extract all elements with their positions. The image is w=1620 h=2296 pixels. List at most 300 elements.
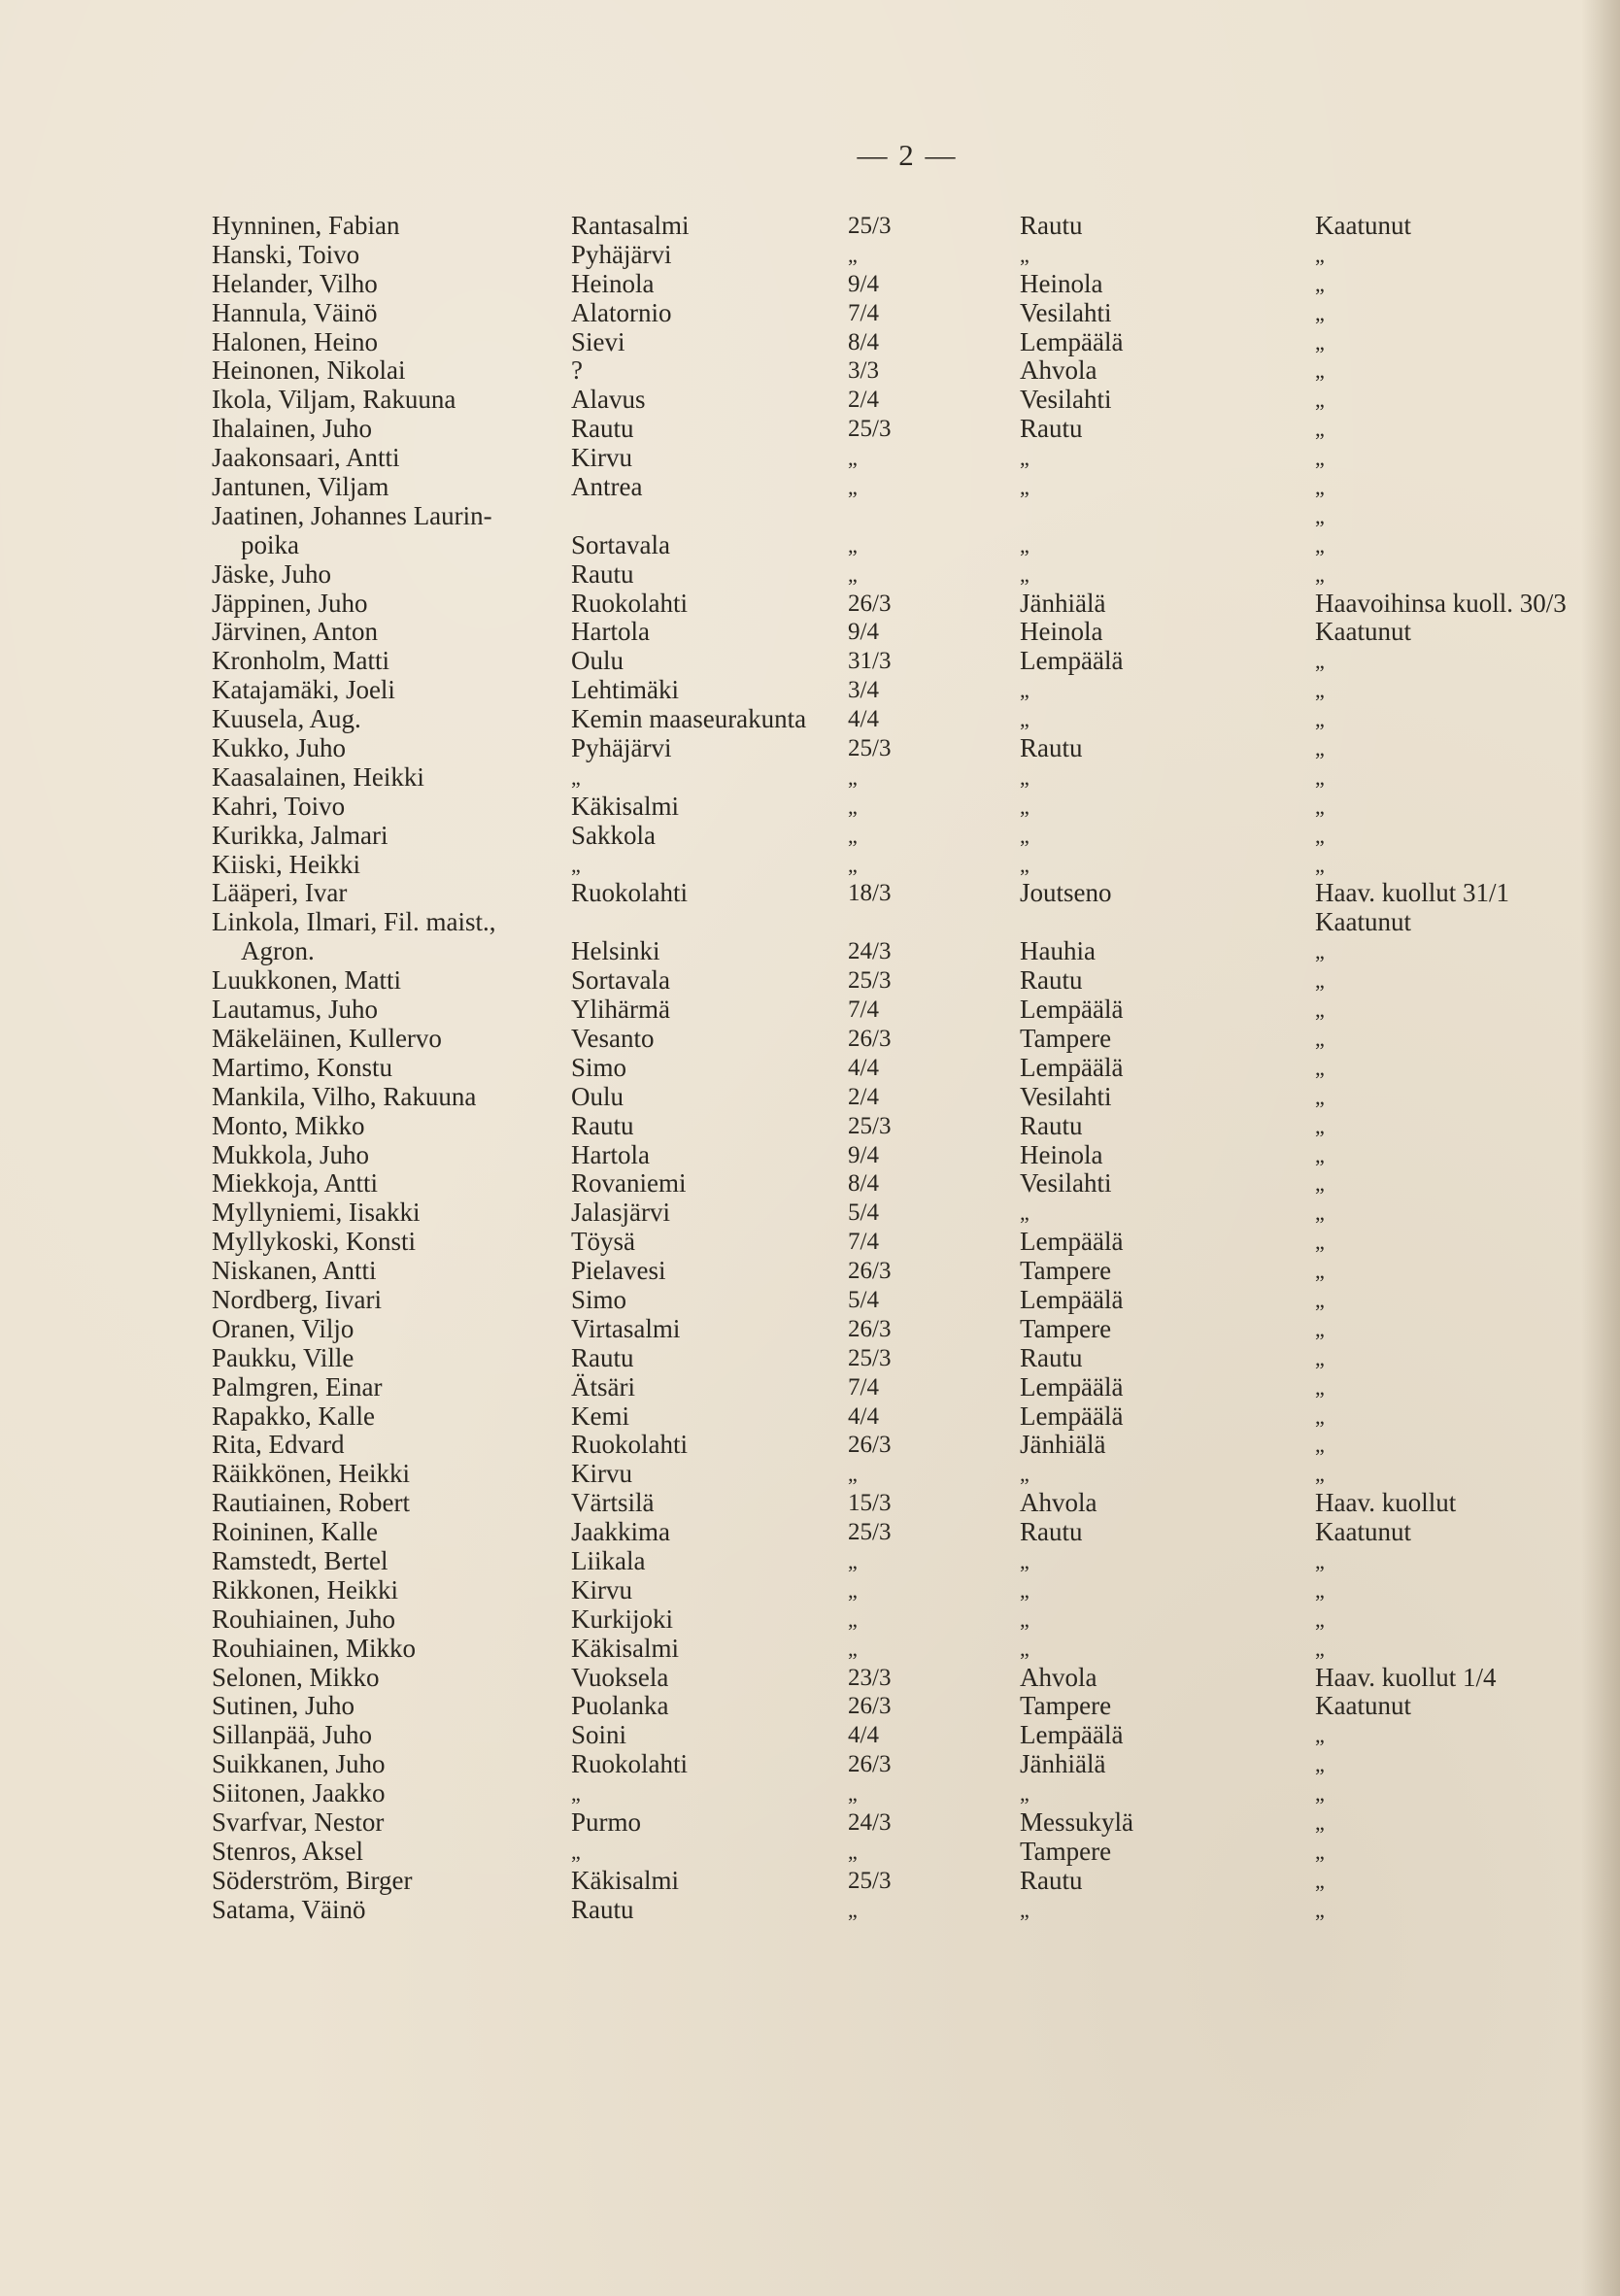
entry-place: Ruokolahti bbox=[571, 878, 688, 908]
entry-place: „ bbox=[571, 1781, 581, 1806]
list-item bbox=[212, 1054, 1591, 1083]
list-item bbox=[212, 560, 1591, 590]
list-item bbox=[212, 270, 1591, 299]
entry-location: Tampere bbox=[1020, 1691, 1112, 1721]
entry-place: Kirvu bbox=[571, 443, 632, 473]
entry-status: „ bbox=[1315, 1171, 1325, 1197]
entry-location: „ bbox=[1020, 446, 1029, 471]
entry-date: „ bbox=[848, 1606, 858, 1632]
entry-name: Lautamus, Juho bbox=[212, 995, 378, 1025]
entry-status: „ bbox=[1315, 793, 1325, 819]
entry-location: „ bbox=[1020, 764, 1029, 790]
entry-date: 9/4 bbox=[848, 1141, 879, 1168]
entry-date: 7/4 bbox=[848, 996, 879, 1024]
entry-place: Rantasalmi bbox=[571, 211, 690, 240]
entry-status: „ bbox=[1315, 1548, 1325, 1573]
entry-status: Haav. kuollut bbox=[1315, 1488, 1457, 1518]
entry-status: „ bbox=[1315, 1287, 1325, 1312]
list-item bbox=[212, 328, 1591, 357]
entry-place: Simo bbox=[571, 1284, 627, 1314]
list-item bbox=[212, 793, 1591, 822]
entry-place: Töysä bbox=[571, 1227, 635, 1257]
entry-status: „ bbox=[1315, 1462, 1325, 1487]
entry-location: Joutseno bbox=[1020, 878, 1112, 908]
entry-name: Ikola, Viljam, Rakuuna bbox=[212, 385, 456, 415]
list-item bbox=[212, 1838, 1591, 1867]
entry-location: „ bbox=[1020, 793, 1029, 819]
entry-name: Jaatinen, Johannes Laurin- bbox=[212, 500, 492, 530]
entry-location: „ bbox=[1020, 1606, 1029, 1632]
entry-location: „ bbox=[1020, 1781, 1029, 1806]
entry-status: „ bbox=[1315, 1781, 1325, 1806]
entry-place: „ bbox=[571, 764, 581, 790]
entry-status: „ bbox=[1315, 823, 1325, 848]
entry-date: 2/4 bbox=[848, 387, 879, 414]
entry-name: Järvinen, Anton bbox=[212, 617, 378, 647]
entry-location: „ bbox=[1020, 852, 1029, 877]
entry-status: „ bbox=[1315, 852, 1325, 877]
entry-date: 31/3 bbox=[848, 648, 892, 675]
entry-name: Agron. bbox=[241, 936, 315, 966]
entry-location: „ bbox=[1020, 823, 1029, 848]
list-item bbox=[212, 822, 1591, 851]
entry-name: Kurikka, Jalmari bbox=[212, 820, 388, 850]
casualty-list bbox=[212, 212, 1591, 1925]
entry-date: 26/3 bbox=[848, 1025, 892, 1052]
entry-status: „ bbox=[1315, 1577, 1325, 1603]
entry-date: 9/4 bbox=[848, 619, 879, 646]
entry-status: „ bbox=[1315, 1403, 1325, 1429]
list-item bbox=[212, 473, 1591, 502]
entry-location: Heinola bbox=[1020, 268, 1103, 298]
entry-name: Rita, Edvard bbox=[212, 1430, 345, 1460]
entry-status: Kaatunut bbox=[1315, 211, 1411, 240]
entry-name: Lääperi, Ivar bbox=[212, 878, 348, 908]
entry-name: Suikkanen, Juho bbox=[212, 1749, 386, 1779]
entry-date: 24/3 bbox=[848, 938, 892, 965]
entry-location: Rautu bbox=[1020, 1110, 1083, 1140]
list-item bbox=[212, 1896, 1591, 1925]
entry-place: Liikala bbox=[571, 1545, 646, 1575]
entry-status: „ bbox=[1315, 358, 1325, 384]
entry-location: „ bbox=[1020, 475, 1029, 500]
entry-location: Jänhiälä bbox=[1020, 1749, 1106, 1779]
entry-location: Ahvola bbox=[1020, 355, 1097, 386]
entry-date: 26/3 bbox=[848, 1315, 892, 1342]
entry-name: Roininen, Kalle bbox=[212, 1517, 378, 1547]
entry-name: Rautiainen, Robert bbox=[212, 1488, 410, 1518]
entry-date: 25/3 bbox=[848, 967, 892, 995]
entry-date: 3/4 bbox=[848, 677, 879, 704]
entry-location: Lempäälä bbox=[1020, 646, 1124, 676]
entry-location: Tampere bbox=[1020, 1313, 1112, 1343]
list-item bbox=[212, 851, 1591, 880]
entry-place: Sievi bbox=[571, 326, 625, 356]
entry-location: „ bbox=[1020, 561, 1029, 587]
entry-place: Hartola bbox=[571, 617, 650, 647]
list-item bbox=[212, 966, 1591, 996]
list-item bbox=[212, 1547, 1591, 1576]
entry-name: Luukkonen, Matti bbox=[212, 965, 401, 996]
entry-place: Vuoksela bbox=[571, 1662, 669, 1692]
entry-status: „ bbox=[1315, 300, 1325, 325]
entry-place: Jaakkima bbox=[571, 1517, 670, 1547]
list-item bbox=[212, 1721, 1591, 1750]
entry-status: „ bbox=[1315, 446, 1325, 471]
list-item bbox=[212, 1635, 1591, 1664]
entry-place: Ruokolahti bbox=[571, 1430, 688, 1460]
list-item bbox=[212, 1460, 1591, 1489]
entry-place: Oulu bbox=[571, 1081, 624, 1111]
entry-status: „ bbox=[1315, 1636, 1325, 1661]
entry-name: Stenros, Aksel bbox=[212, 1836, 364, 1866]
entry-name: Myllyniemi, Iisakki bbox=[212, 1198, 421, 1228]
entry-date: 8/4 bbox=[848, 328, 879, 355]
entry-date: „ bbox=[848, 1897, 858, 1922]
entry-location: Tampere bbox=[1020, 1023, 1112, 1053]
entry-location: Lempäälä bbox=[1020, 995, 1124, 1025]
entry-date: 26/3 bbox=[848, 1258, 892, 1285]
entry-place: Kemi bbox=[571, 1401, 629, 1431]
entry-status: „ bbox=[1315, 1259, 1325, 1284]
entry-status: „ bbox=[1315, 707, 1325, 732]
entry-date: 24/3 bbox=[848, 1808, 892, 1836]
entry-status: „ bbox=[1315, 736, 1325, 761]
entry-date: „ bbox=[848, 561, 858, 587]
entry-date: 26/3 bbox=[848, 590, 892, 617]
entry-place: „ bbox=[571, 852, 581, 877]
entry-location: Vesilahti bbox=[1020, 297, 1112, 327]
entry-date: 25/3 bbox=[848, 735, 892, 762]
entry-name: Siitonen, Jaakko bbox=[212, 1778, 386, 1808]
entry-location: Heinola bbox=[1020, 617, 1103, 647]
list-item bbox=[212, 763, 1591, 793]
entry-status: Kaatunut bbox=[1315, 1691, 1411, 1721]
entry-name: Jaakonsaari, Antti bbox=[212, 443, 400, 473]
entry-status: „ bbox=[1315, 764, 1325, 790]
entry-place: Helsinki bbox=[571, 936, 660, 966]
entry-status: „ bbox=[1315, 1113, 1325, 1138]
entry-location: Vesilahti bbox=[1020, 385, 1112, 415]
entry-name: Mankila, Vilho, Rakuuna bbox=[212, 1081, 477, 1111]
list-item bbox=[212, 1315, 1591, 1344]
entry-place: Ruokolahti bbox=[571, 1749, 688, 1779]
list-item bbox=[212, 1576, 1591, 1605]
entry-place: Kirvu bbox=[571, 1459, 632, 1489]
entry-location: „ bbox=[1020, 242, 1029, 267]
entry-place: Hartola bbox=[571, 1139, 650, 1169]
entry-place: Sortavala bbox=[571, 965, 670, 996]
entry-location: Rautu bbox=[1020, 1865, 1083, 1895]
entry-location: „ bbox=[1020, 1462, 1029, 1487]
list-item bbox=[212, 996, 1591, 1025]
entry-place: Käkisalmi bbox=[571, 1865, 679, 1895]
entry-status: „ bbox=[1315, 561, 1325, 587]
entry-name: Niskanen, Antti bbox=[212, 1256, 377, 1286]
list-item bbox=[212, 1402, 1591, 1432]
entry-date: 26/3 bbox=[848, 1751, 892, 1778]
entry-status: „ bbox=[1315, 1868, 1325, 1893]
list-item bbox=[212, 1692, 1591, 1721]
entry-date: 18/3 bbox=[848, 880, 892, 907]
entry-name: Selonen, Mikko bbox=[212, 1662, 380, 1692]
entry-date: 23/3 bbox=[848, 1664, 892, 1691]
entry-status: „ bbox=[1315, 417, 1325, 442]
list-item bbox=[212, 531, 1591, 560]
entry-status: „ bbox=[1315, 997, 1325, 1023]
entry-date: 26/3 bbox=[848, 1432, 892, 1459]
entry-location: Heinola bbox=[1020, 1139, 1103, 1169]
entry-date: „ bbox=[848, 852, 858, 877]
entry-name: Hanski, Toivo bbox=[212, 239, 360, 269]
entry-status: Haavoihinsa kuoll. 30/3 bbox=[1315, 588, 1567, 618]
entry-location: Messukylä bbox=[1020, 1806, 1133, 1837]
entry-status: „ bbox=[1315, 1606, 1325, 1632]
entry-location: Rautu bbox=[1020, 1342, 1083, 1372]
list-item bbox=[212, 1025, 1591, 1054]
entry-status: „ bbox=[1315, 968, 1325, 994]
entry-status: „ bbox=[1315, 503, 1325, 528]
list-item bbox=[212, 356, 1591, 386]
entry-place: Rovaniemi bbox=[571, 1168, 687, 1199]
entry-location: Jänhiälä bbox=[1020, 588, 1106, 618]
list-item bbox=[212, 1228, 1591, 1257]
entry-location: Rautu bbox=[1020, 211, 1083, 240]
entry-name: Katajamäki, Joeli bbox=[212, 675, 395, 705]
entry-location: „ bbox=[1020, 1897, 1029, 1922]
entry-location: „ bbox=[1020, 532, 1029, 557]
entry-name: Helander, Vilho bbox=[212, 268, 378, 298]
list-item bbox=[212, 647, 1591, 676]
entry-place: Pielavesi bbox=[571, 1256, 666, 1286]
entry-status: Kaatunut bbox=[1315, 617, 1411, 647]
entry-place: Jalasjärvi bbox=[571, 1198, 670, 1228]
list-item bbox=[212, 1141, 1591, 1170]
entry-location: „ bbox=[1020, 1548, 1029, 1573]
entry-place: ? bbox=[571, 355, 583, 386]
list-item bbox=[212, 1431, 1591, 1460]
entry-place: Kurkijoki bbox=[571, 1604, 673, 1634]
entry-name: Kukko, Juho bbox=[212, 733, 347, 763]
entry-date: 4/4 bbox=[848, 1054, 879, 1081]
entry-place: Käkisalmi bbox=[571, 791, 679, 821]
list-item bbox=[212, 1286, 1591, 1315]
entry-place: Sakkola bbox=[571, 820, 656, 850]
entry-name: Oranen, Viljo bbox=[212, 1313, 354, 1343]
entry-place: Kemin maaseurakunta bbox=[571, 704, 807, 734]
entry-place: Oulu bbox=[571, 646, 624, 676]
list-item bbox=[212, 618, 1591, 647]
entry-date: 5/4 bbox=[848, 1286, 879, 1313]
entry-name: Rouhiainen, Juho bbox=[212, 1604, 395, 1634]
list-item bbox=[212, 908, 1591, 937]
entry-location: Lempäälä bbox=[1020, 1227, 1124, 1257]
list-item bbox=[212, 1779, 1591, 1808]
list-item bbox=[212, 1112, 1591, 1141]
entry-date: 25/3 bbox=[848, 416, 892, 443]
entry-date: „ bbox=[848, 764, 858, 790]
entry-place: Ätsäri bbox=[571, 1371, 635, 1401]
entry-place: Rautu bbox=[571, 558, 634, 589]
entry-name: Kahri, Toivo bbox=[212, 791, 346, 821]
entry-place: Puolanka bbox=[571, 1691, 669, 1721]
entry-date: „ bbox=[848, 1839, 858, 1864]
entry-name: Mukkola, Juho bbox=[212, 1139, 369, 1169]
entry-date: „ bbox=[848, 242, 858, 267]
entry-name: Ramstedt, Bertel bbox=[212, 1545, 388, 1575]
entry-name: Martimo, Konstu bbox=[212, 1052, 392, 1082]
entry-date: 25/3 bbox=[848, 213, 892, 239]
entry-date: „ bbox=[848, 1577, 858, 1603]
entry-place: Rautu bbox=[571, 1342, 634, 1372]
entry-status: Kaatunut bbox=[1315, 1517, 1411, 1547]
entry-name: Nordberg, Iivari bbox=[212, 1284, 382, 1314]
entry-location: Lempäälä bbox=[1020, 1284, 1124, 1314]
entry-place: Virtasalmi bbox=[571, 1313, 681, 1343]
entry-location: Lempäälä bbox=[1020, 1401, 1124, 1431]
entry-name: Kiiski, Heikki bbox=[212, 849, 360, 879]
list-item bbox=[212, 676, 1591, 705]
entry-status: „ bbox=[1315, 939, 1325, 964]
page-number: — 2 — bbox=[857, 138, 958, 172]
entry-date: 5/4 bbox=[848, 1199, 879, 1227]
entry-place: Kirvu bbox=[571, 1574, 632, 1604]
entry-place: Soini bbox=[571, 1720, 627, 1750]
entry-status: „ bbox=[1315, 1230, 1325, 1255]
entry-place: „ bbox=[571, 1839, 581, 1864]
entry-name: Ihalainen, Juho bbox=[212, 414, 372, 444]
entry-name: Kronholm, Matti bbox=[212, 646, 389, 676]
entry-location: „ bbox=[1020, 1577, 1029, 1603]
entry-status: „ bbox=[1315, 678, 1325, 703]
entry-date: 25/3 bbox=[848, 1519, 892, 1546]
entry-status: Kaatunut bbox=[1315, 907, 1411, 937]
entry-name: Söderström, Birger bbox=[212, 1865, 413, 1895]
entry-date: „ bbox=[848, 1636, 858, 1661]
entry-name: Kaasalainen, Heikki bbox=[212, 761, 424, 792]
list-item bbox=[212, 1083, 1591, 1112]
list-item bbox=[212, 705, 1591, 734]
entry-name: poika bbox=[241, 529, 299, 559]
entry-place: Heinola bbox=[571, 268, 655, 298]
list-item bbox=[212, 241, 1591, 270]
entry-status: „ bbox=[1315, 1752, 1325, 1777]
entry-name: Satama, Väinö bbox=[212, 1894, 366, 1924]
entry-status: „ bbox=[1315, 1084, 1325, 1109]
entry-place: Pyhäjärvi bbox=[571, 239, 672, 269]
entry-date: 25/3 bbox=[848, 1867, 892, 1894]
entry-name: Sutinen, Juho bbox=[212, 1691, 355, 1721]
entry-date: 4/4 bbox=[848, 1402, 879, 1430]
entry-status: „ bbox=[1315, 1839, 1325, 1864]
entry-status: Haav. kuollut 31/1 bbox=[1315, 878, 1509, 908]
entry-status: Haav. kuollut 1/4 bbox=[1315, 1662, 1497, 1692]
entry-name: Jäske, Juho bbox=[212, 558, 331, 589]
entry-name: Halonen, Heino bbox=[212, 326, 378, 356]
list-item bbox=[212, 1867, 1591, 1896]
list-item bbox=[212, 879, 1591, 908]
entry-name: Miekkoja, Antti bbox=[212, 1168, 378, 1199]
entry-status: „ bbox=[1315, 649, 1325, 674]
entry-place: Alatornio bbox=[571, 297, 672, 327]
entry-status: „ bbox=[1315, 1897, 1325, 1922]
entry-place: Rautu bbox=[571, 414, 634, 444]
list-item bbox=[212, 444, 1591, 473]
entry-location: Lempäälä bbox=[1020, 326, 1124, 356]
entry-date: 26/3 bbox=[848, 1693, 892, 1720]
entry-name: Heinonen, Nikolai bbox=[212, 355, 406, 386]
list-item bbox=[212, 1199, 1591, 1228]
entry-location: Rautu bbox=[1020, 965, 1083, 996]
list-item bbox=[212, 1808, 1591, 1838]
list-item bbox=[212, 1373, 1591, 1402]
entry-place: Rautu bbox=[571, 1110, 634, 1140]
list-item bbox=[212, 415, 1591, 444]
entry-place: Alavus bbox=[571, 385, 646, 415]
entry-date: „ bbox=[848, 793, 858, 819]
list-item bbox=[212, 590, 1591, 619]
entry-date: „ bbox=[848, 475, 858, 500]
entry-location: Vesilahti bbox=[1020, 1168, 1112, 1199]
entry-location: Vesilahti bbox=[1020, 1081, 1112, 1111]
entry-date: 9/4 bbox=[848, 270, 879, 297]
entry-location: Lempäälä bbox=[1020, 1052, 1124, 1082]
entry-date: 4/4 bbox=[848, 706, 879, 733]
list-item bbox=[212, 1344, 1591, 1373]
list-item bbox=[212, 502, 1591, 531]
entry-location: Rautu bbox=[1020, 1517, 1083, 1547]
entry-location: Tampere bbox=[1020, 1836, 1112, 1866]
entry-status: „ bbox=[1315, 1809, 1325, 1835]
entry-date: 7/4 bbox=[848, 1229, 879, 1256]
entry-name: Jäppinen, Juho bbox=[212, 588, 368, 618]
entry-status: „ bbox=[1315, 475, 1325, 500]
entry-place: Purmo bbox=[571, 1806, 642, 1837]
entry-date: „ bbox=[848, 446, 858, 471]
entry-status: „ bbox=[1315, 271, 1325, 296]
entry-name: Mäkeläinen, Kullervo bbox=[212, 1023, 442, 1053]
entry-place: Pyhäjärvi bbox=[571, 733, 672, 763]
list-item bbox=[212, 734, 1591, 763]
entry-status: „ bbox=[1315, 1026, 1325, 1051]
list-item bbox=[212, 1169, 1591, 1199]
entry-name: Hynninen, Fabian bbox=[212, 211, 400, 240]
entry-location: Tampere bbox=[1020, 1256, 1112, 1286]
entry-name: Linkola, Ilmari, Fil. maist., bbox=[212, 907, 496, 937]
list-item bbox=[212, 1257, 1591, 1286]
entry-location: Jänhiälä bbox=[1020, 1430, 1106, 1460]
entry-location: „ bbox=[1020, 1200, 1029, 1226]
list-item bbox=[212, 299, 1591, 328]
list-item bbox=[212, 1518, 1591, 1547]
entry-location: Hauhia bbox=[1020, 936, 1096, 966]
entry-location: Ahvola bbox=[1020, 1488, 1097, 1518]
entry-name: Paukku, Ville bbox=[212, 1342, 354, 1372]
entry-place: Vesanto bbox=[571, 1023, 655, 1053]
entry-place: Antrea bbox=[571, 472, 643, 502]
entry-location: Rautu bbox=[1020, 414, 1083, 444]
entry-place: Simo bbox=[571, 1052, 627, 1082]
entry-status: „ bbox=[1315, 1345, 1325, 1370]
list-item bbox=[212, 1750, 1591, 1779]
entry-date: „ bbox=[848, 1781, 858, 1806]
list-item bbox=[212, 212, 1591, 241]
entry-status: „ bbox=[1315, 1055, 1325, 1080]
entry-date: „ bbox=[848, 1462, 858, 1487]
entry-place: Värtsilä bbox=[571, 1488, 655, 1518]
entry-date: 15/3 bbox=[848, 1490, 892, 1517]
entry-date: 7/4 bbox=[848, 299, 879, 326]
